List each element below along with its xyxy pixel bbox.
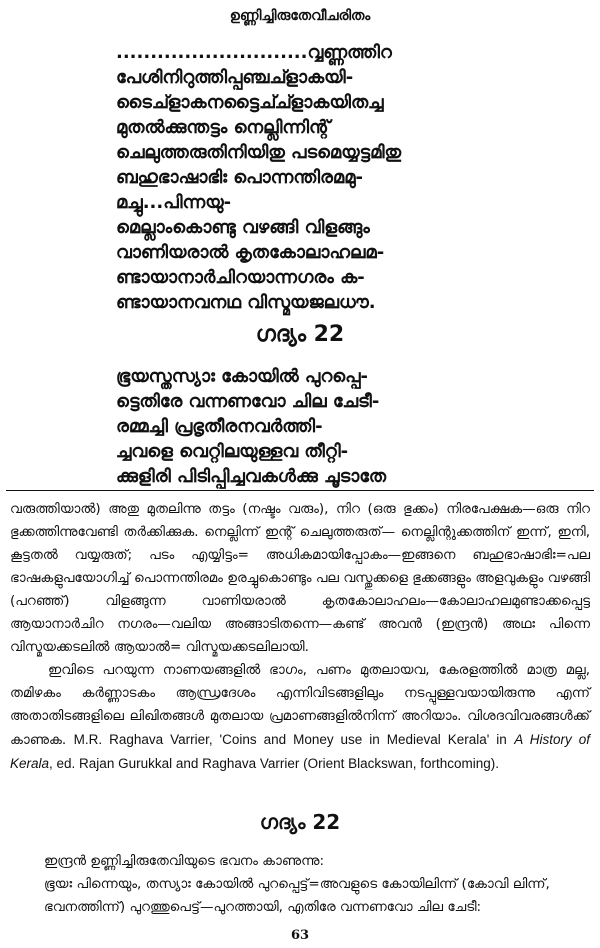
notes-block <box>10 850 590 919</box>
section-heading: ഗദ്യം 22 <box>255 322 345 347</box>
verse-block-1 <box>116 40 456 315</box>
verse-line: മുതൽക്കുന്തട്ടം നെല്ലിന്നിന്റ് <box>116 117 331 138</box>
citation-text: M.R. Raghava Varrier, 'Coins and Money use in Medieval Kerala' in <box>73 732 507 747</box>
commentary-paragraph <box>10 659 590 776</box>
verse-line: രമ്മച്ചി പ്രഭൃതീരനവർത്തി- <box>116 416 323 437</box>
verse-line: ച്ചവളെ വെറ്റിലയുള്ളവ തീറ്റി- <box>116 441 349 462</box>
section-divider <box>6 490 594 491</box>
commentary-text: ഇവിടെ പറയുന്ന നാണയങ്ങളിൽ ഭാഗം, പണം മുതലായവ, കേരളത്തിൽ മാത്ര മല്ല, തമിഴകം കർണ്ണാടകം ആന്ധ്രദേശം എന്നിവിടങ്ങളിലും നടപ്പുള്ളവയായിരുന്നു എന്ന് അതാതിടങ്ങളിലെ ലിഖിതങ്ങൾ മുതലായ പ്രമാണങ്ങളിൽനിന്ന് അറിയാം. വിശദവിവരങ്ങൾക്ക് കാണുക. <box>10 662 590 748</box>
verse-line: ഭൂയസ്തസ്യാഃ കോയിൽ പുറപ്പെ- <box>116 366 368 387</box>
verse-line: ബഹുഭാഷാഭിഃ പൊന്നന്തിരമമു- <box>116 167 363 188</box>
verse-line: ണ്ടായാനാർചിറയാന്നഗരം ക- <box>116 267 365 288</box>
notes-line: ഇന്ദ്രൻ ഉണ്ണിച്ചിരുതേവിയുടെ ഭവനം കാണുന്നു: <box>44 853 325 869</box>
running-header: ഉണ്ണിച്ചിരുതേവീചരിതം <box>229 8 371 24</box>
section-heading: ഗദ്യം 22 <box>259 810 341 834</box>
verse-block-2 <box>116 364 456 489</box>
verse-line: ടൈച്ളാകനട്ടൈച്ച്ളാകയിതച്ച <box>116 92 384 113</box>
commentary-paragraph: വരുത്തിയാൽ) അതു മുതലിന്നു തട്ടം (നഷ്ടം വരും), നിറ (ഒരു ഭുക്കം) നിരപേക്ഷക—ഒരു നിറ ഭുക്കത്തിന്നുവേണ്ടി തർക്കിക്കുക. നെല്ലിന്ന് ഇന്റ് ചെലുത്തരുത്— നെല്ലിന്റുക്കത്തിന് ഇന്ന്, ഇനി, കൂട്ടതൽ വയ്യരുത്; പടം എയ്യിട്ടം= അധികമായിപ്പോകം—ഇങ്ങനെ ബഹുഭാഷാഭിഃ=പല ഭാഷകളുപയോഗിച്ച് പൊന്നന്തിരമം ഉരച്ചുകൊണ്ടും പല വസ്തുക്കളെ ഭുക്കങ്ങളും അളവുകളും വഴങ്ങി (പറഞ്ഞ്) വിളങ്ങുന്ന വാണിയരാൽ കൃതകോലാഹലം—കോലാഹലമുണ്ടാക്കപ്പെട്ട ആയാനാർചിറ നഗരം—വലിയ അങ്ങാടിതന്നെ—കണ്ട് അവൻ (ഇന്ദ്രൻ) അഥഃ പിന്നെ വിസ്മയക്കടലിൽ ആയാൽ= വിസ്മയക്കടലിലായി. <box>10 501 590 655</box>
verse-line: ............................വ്വണ്ണത്തിറ <box>116 42 392 63</box>
verse-line: ണ്ടായാനവനഥ വിസ്മയജലധൗ. <box>116 292 376 313</box>
verse-line: പേശിനിറുത്തിപ്പഞ്ചച്ളാകയി- <box>116 67 354 88</box>
verse-line: ചെലുത്തരുതിനിയിതു പടമെയ്യട്ടമിതു <box>116 142 402 163</box>
page-number: 63 <box>290 928 310 943</box>
verse-line: മച്ചു...പിന്നയു- <box>116 192 232 213</box>
verse-line: വാണിയരാൽ കൃതകോലാഹലമ- <box>116 242 385 263</box>
citation-text: , ed. Rajan Gurukkal and Raghava Varrier (Orient Blackswan, forthcoming). <box>49 756 499 771</box>
commentary-block <box>10 498 590 776</box>
verse-line: ക്കുളിരി പിടിപ്പിച്ചവകൾക്കു ചൂടാതേ <box>116 466 387 487</box>
citation-book-title: A History of Kerala <box>10 732 590 771</box>
notes-line: ഭൂയഃ പിന്നെയും, തസ്യാഃ കോയിൽ പുറപ്പെട്ട്=അവളുടെ കോയിലിന്ന് (കോവി ലിന്ന്, ഭവനത്തിന്ന്) പുറത്തുപെട്ട്—പുറത്തായി, എതിരേ വന്നണവോ ചില ചേടീ: <box>44 876 550 915</box>
verse-line: മെല്ലാംകൊണ്ടു വഴങ്ങി വിളങ്ങും <box>116 217 370 238</box>
verse-line: ട്ടെതിരേ വന്നണവോ ചില ചേടീ- <box>116 391 380 412</box>
